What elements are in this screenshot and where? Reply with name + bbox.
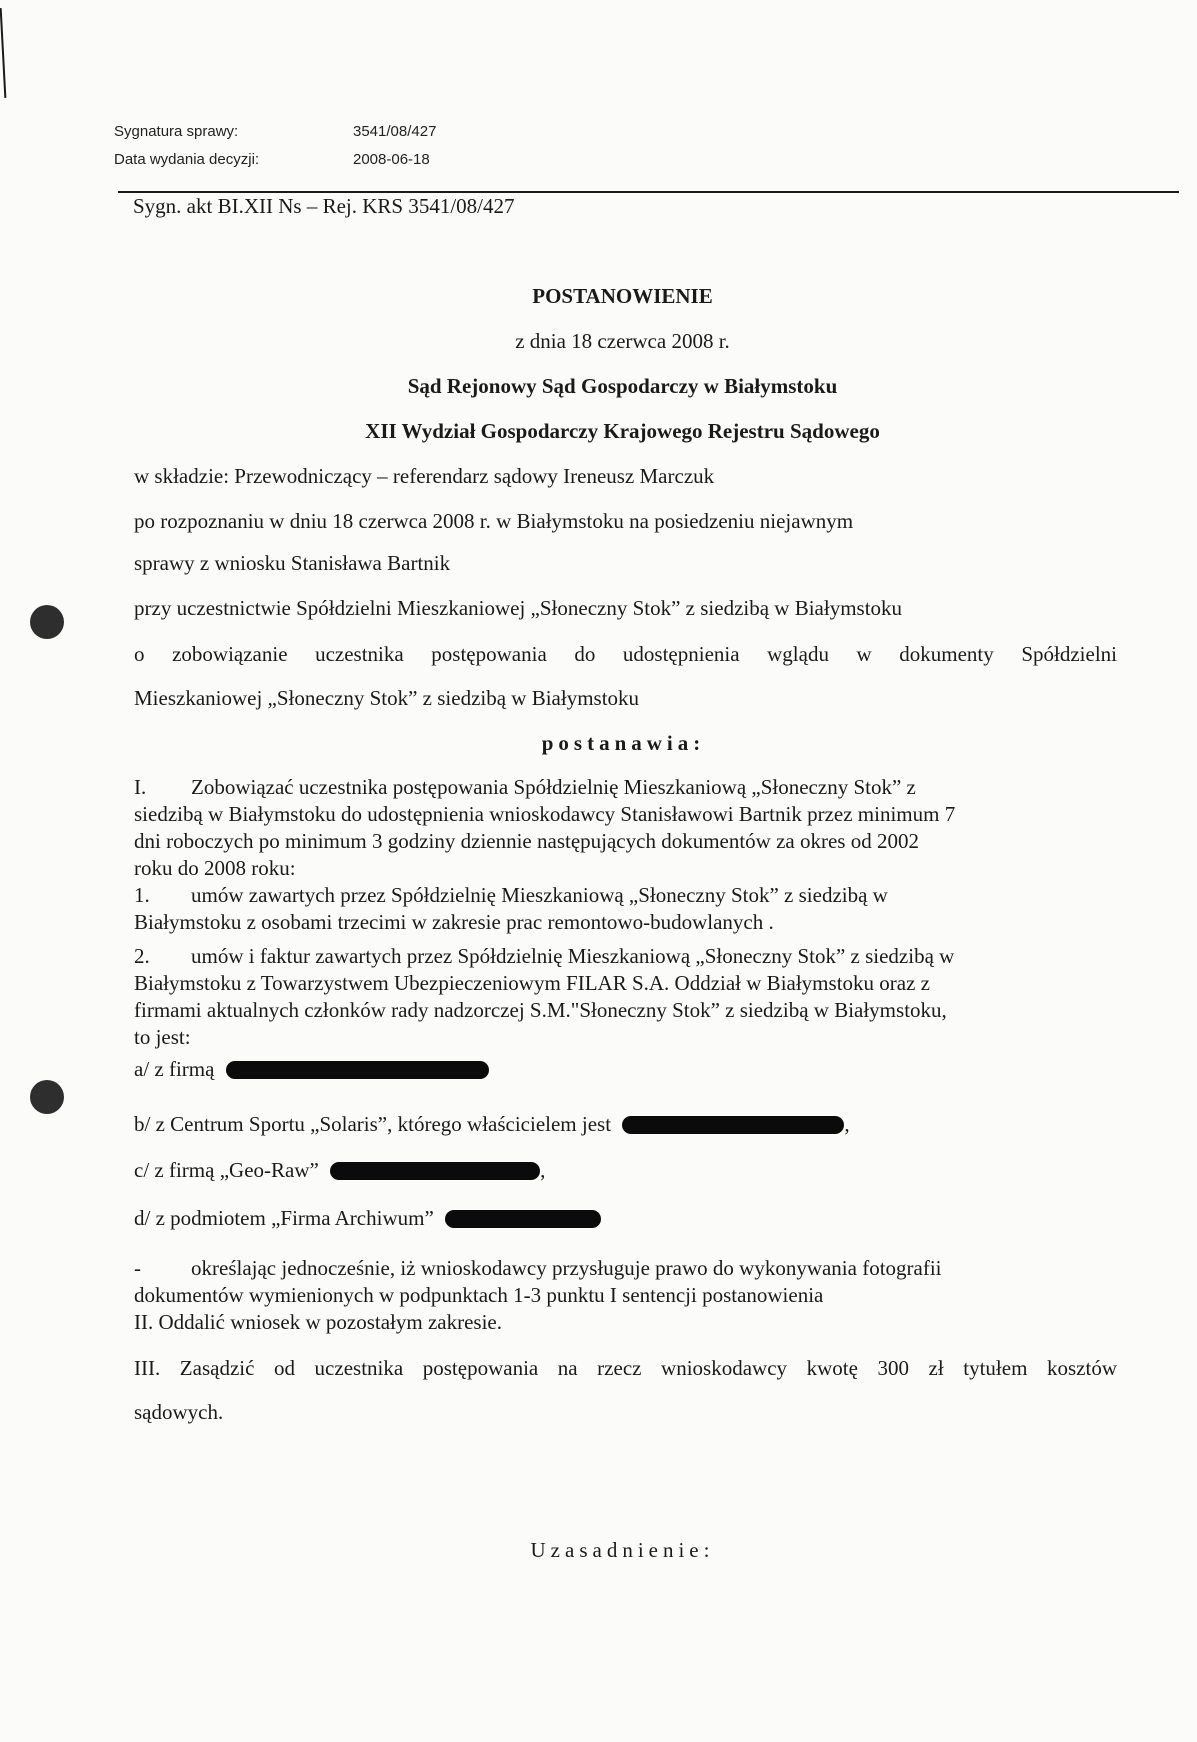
point-i-line3: dni roboczych po minimum 3 godziny dziennie następujących dokumentów za okres od 2002 xyxy=(134,829,919,853)
sub2-number: 2. xyxy=(134,944,150,968)
redaction-bar xyxy=(445,1210,601,1228)
sub2-line3: firmami aktualnych członków rady nadzorczej S.M."Słoneczny Stok” z siedzibą w Białymstoku, xyxy=(134,998,947,1022)
punch-hole xyxy=(30,1080,64,1114)
sub2-line2: Białymstoku z Towarzystwem Ubezpieczeniowym FILAR S.A. Oddział w Białymstoku oraz z xyxy=(134,971,930,995)
point-i-line4: roku do 2008 roku: xyxy=(134,856,296,880)
determining-line1: określając jednocześnie, iż wnioskodawcy przysługuje prawo do wykonywania fotografii xyxy=(191,1256,942,1280)
case-applicant: sprawy z wniosku Stanisława Bartnik xyxy=(134,551,451,575)
case-subject-line1: o zobowiązanie uczestnika postępowania do udostępnienia wglądu w dokumenty Spółdzielni xyxy=(134,642,1117,666)
list-item-d xyxy=(134,1206,601,1231)
document-date: z dnia 18 czerwca 2008 r. xyxy=(515,329,730,353)
case-participant: przy uczestnictwie Spółdzielni Mieszkaniowej „Słoneczny Stok” z siedzibą w Białymstoku xyxy=(134,596,903,620)
case-subject-line2: Mieszkaniowej „Słoneczny Stok” z siedzibą w Białymstoku xyxy=(134,686,640,710)
court-composition: w składzie: Przewodniczący – referendarz sądowy Ireneusz Marczuk xyxy=(134,464,715,488)
scan-edge-mark xyxy=(0,8,6,98)
case-reference: Sygn. akt BI.XII Ns – Rej. KRS 3541/08/427 xyxy=(133,194,515,218)
sub1-line1: umów zawartych przez Spółdzielnię Mieszkaniową „Słoneczny Stok” z siedzibą w xyxy=(191,883,888,907)
list-item-b-end: , xyxy=(844,1112,850,1136)
list-item-c xyxy=(134,1158,545,1183)
list-item-d-text: d/ z podmiotem „Firma Archiwum” xyxy=(134,1206,434,1230)
list-item-c-text: c/ z firmą „Geo-Raw” xyxy=(134,1158,319,1182)
list-item-b-text: b/ z Centrum Sportu „Solaris”, którego właścicielem jest xyxy=(134,1112,612,1136)
header-divider xyxy=(118,191,1179,193)
sub2-line4: to jest: xyxy=(134,1025,191,1049)
point-iii-line2: sądowych. xyxy=(134,1400,224,1424)
signature-label: Sygnatura sprawy: xyxy=(114,123,239,140)
list-item-b xyxy=(134,1112,850,1137)
court-name: Sąd Rejonowy Sąd Gospodarczy w Białymstoku xyxy=(407,374,838,398)
list-item-c-end: , xyxy=(540,1158,546,1182)
point-iii-line1: III. Zasądzić od uczestnika postępowania na rzecz wnioskodawcy kwotę 300 zł tytułem kosztów xyxy=(134,1356,1117,1380)
decision-date-value: 2008-06-18 xyxy=(353,151,430,168)
determining-line2: dokumentów wymienionych w podpunktach 1-3 punktu I sentencji postanowienia xyxy=(134,1283,824,1307)
sub1-line2: Białymstoku z osobami trzecimi w zakresie prac remontowo-budowlanych . xyxy=(134,910,774,934)
point-i-line1: Zobowiązać uczestnika postępowania Spółdzielnię Mieszkaniową „Słoneczny Stok” z xyxy=(191,775,916,799)
determining-dash: - xyxy=(134,1256,141,1280)
punch-hole xyxy=(30,605,64,639)
list-item-a xyxy=(134,1057,489,1082)
decides-heading: postanawia: xyxy=(541,731,706,755)
redaction-bar xyxy=(226,1061,489,1079)
redaction-bar xyxy=(622,1116,844,1134)
hearing-info: po rozpoznaniu w dniu 18 czerwca 2008 r. w Białymstoku na posiedzeniu niejawnym xyxy=(134,509,854,533)
justification-heading: Uzasadnienie: xyxy=(530,1538,715,1562)
sub2-line1: umów i faktur zawartych przez Spółdzielnię Mieszkaniową „Słoneczny Stok” z siedzibą w xyxy=(191,944,955,968)
list-item-a-text: a/ z firmą xyxy=(134,1057,215,1081)
document-title: POSTANOWIENIE xyxy=(532,284,713,308)
point-ii: II. Oddalić wniosek w pozostałym zakresie. xyxy=(134,1310,502,1334)
redaction-bar xyxy=(330,1162,540,1180)
court-division: XII Wydział Gospodarczy Krajowego Rejestru Sądowego xyxy=(365,419,880,443)
point-i-line2: siedzibą w Białymstoku do udostępnienia wnioskodawcy Stanisławowi Bartnik przez minimum 7 xyxy=(134,802,956,826)
sub1-number: 1. xyxy=(134,883,150,907)
point-i-number: I. xyxy=(134,775,147,799)
signature-value: 3541/08/427 xyxy=(353,123,437,140)
decision-date-label: Data wydania decyzji: xyxy=(114,151,260,168)
